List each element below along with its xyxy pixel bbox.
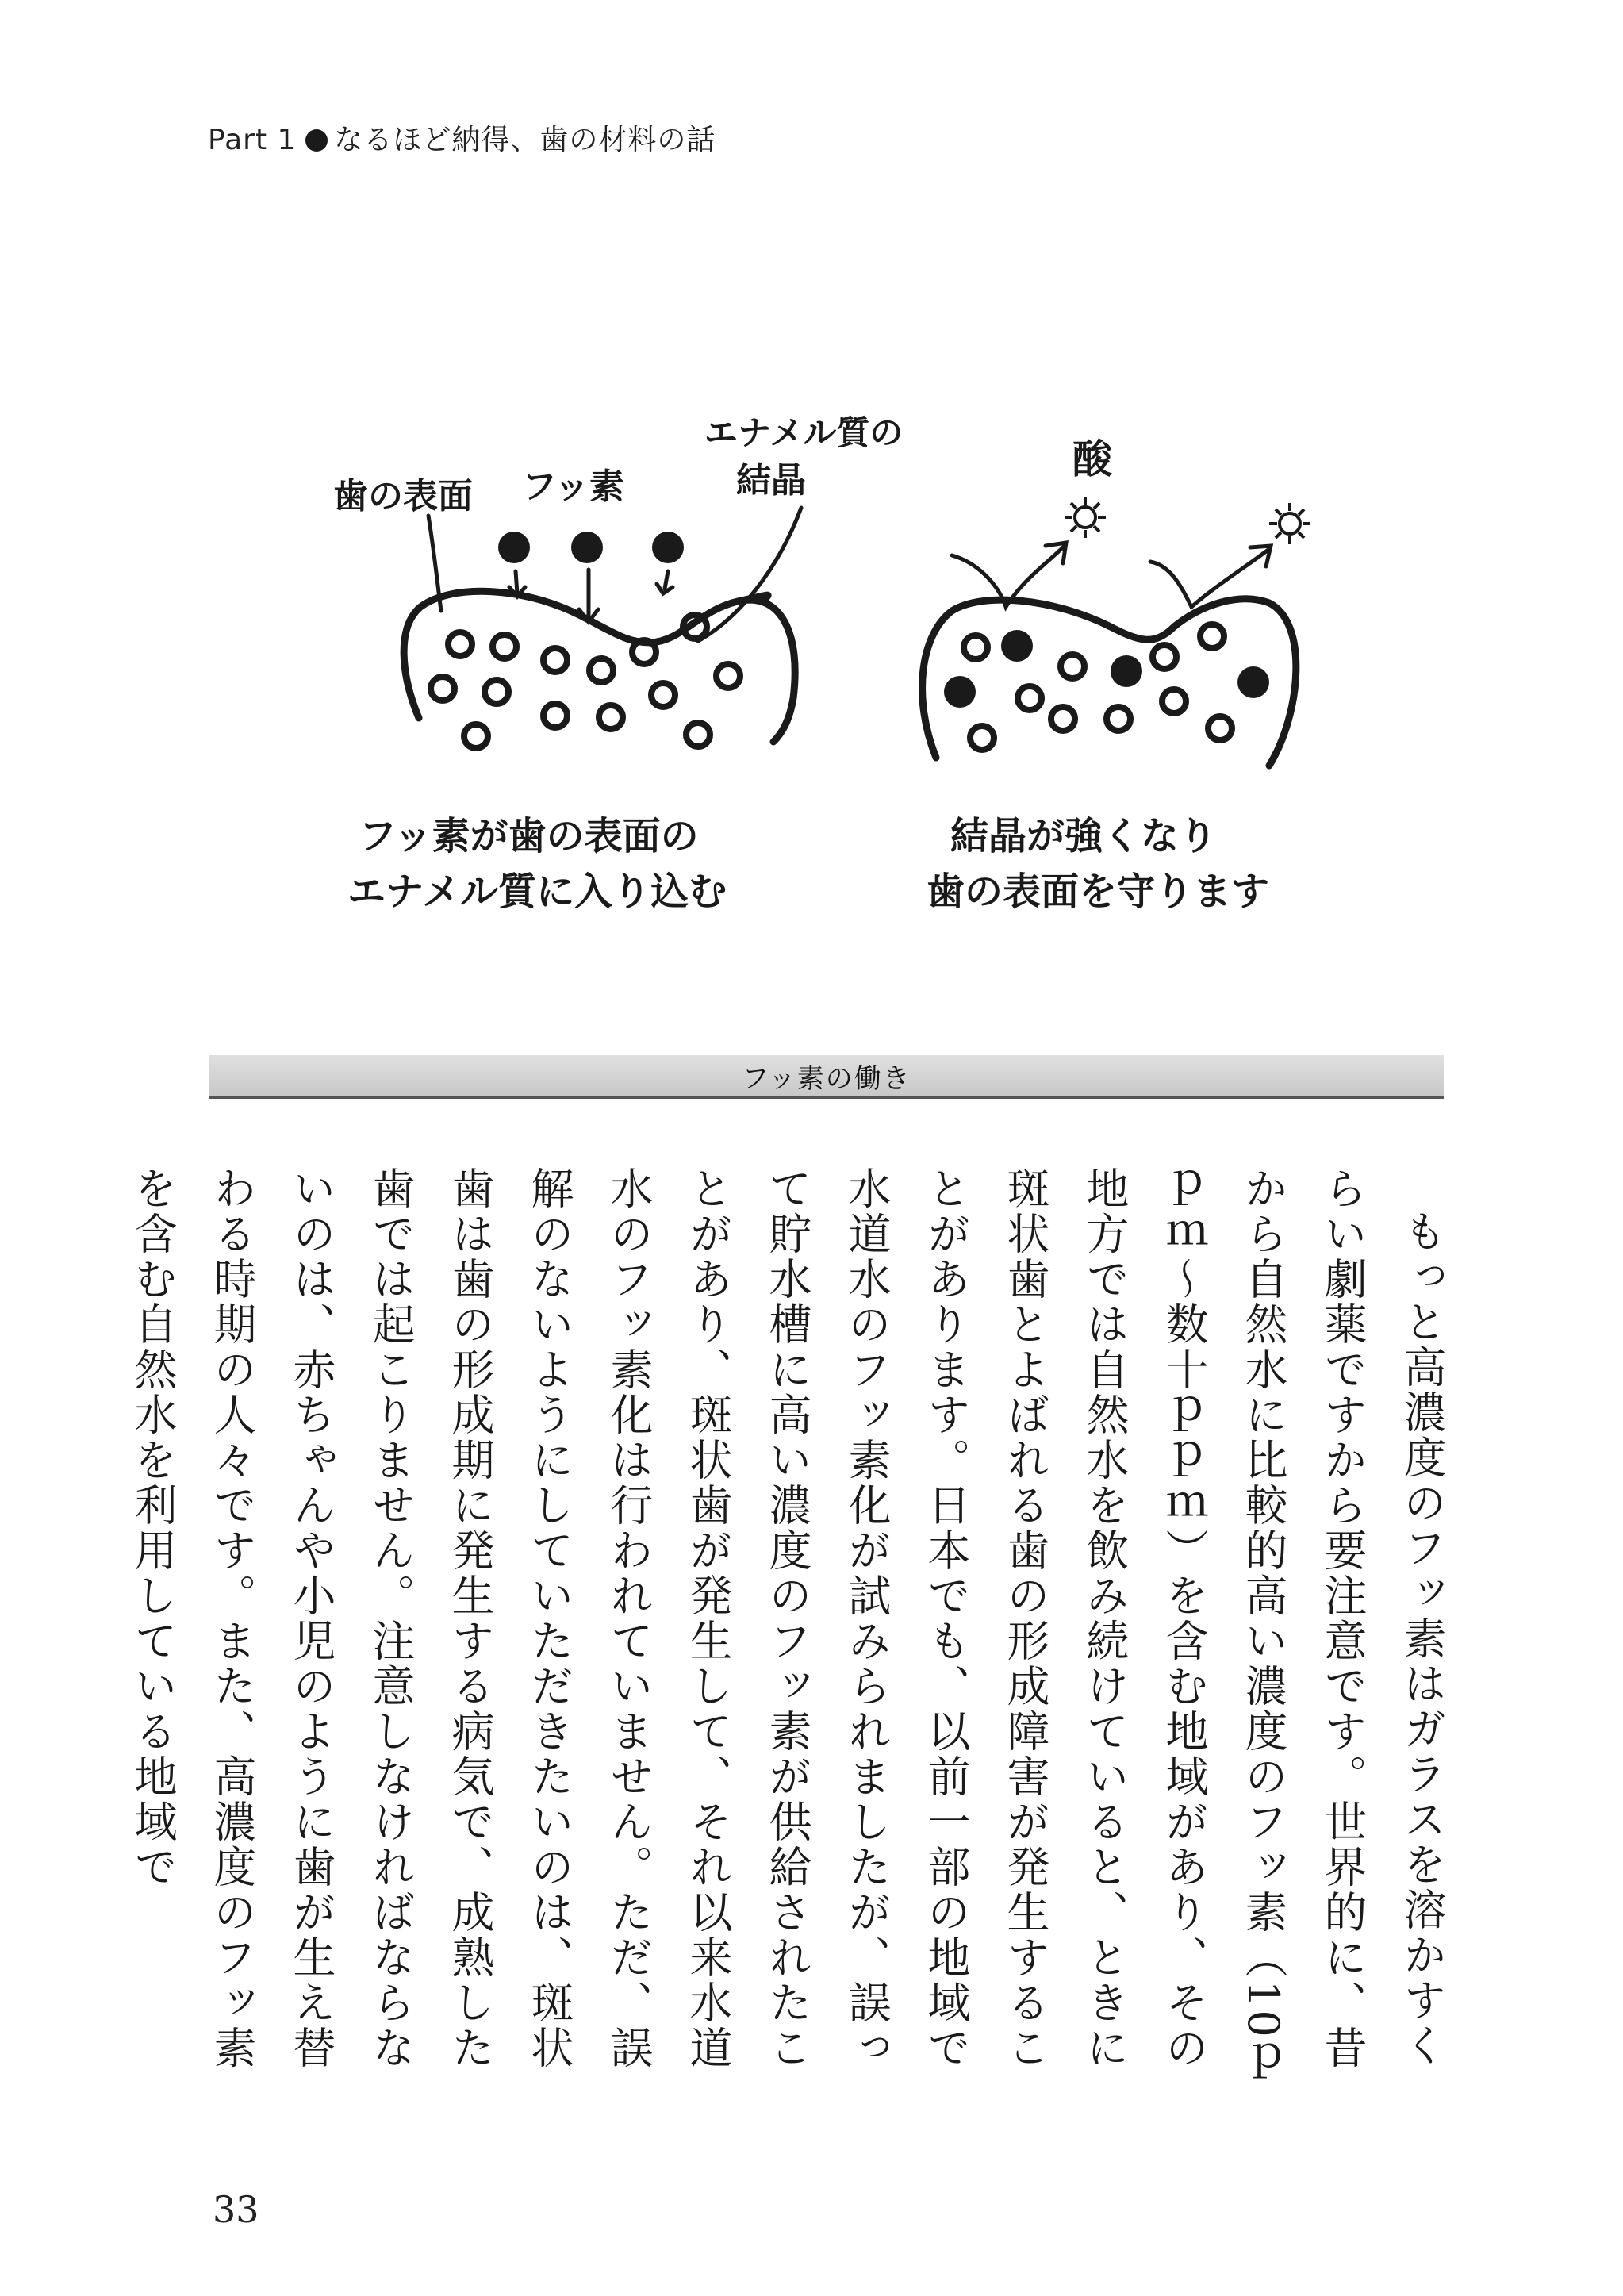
enamel-crystal xyxy=(1061,655,1084,678)
enamel-crystal xyxy=(686,723,710,747)
label-tooth-surface: 歯の表面 xyxy=(333,476,473,516)
enamel-crystal xyxy=(716,664,740,688)
body-paragraph: もっと高濃度のフッ素はガラスを溶かすくらい劇薬ですから要注意です。世界的に、昔から自然水に比較的高い濃度のフッ素（10ｐｐｍ～数十ｐｐｍ）を含む地域があり、その地方では自然水を飲み続けていると、ときに斑状歯とよばれる歯の形成障害が発生することがあります。日本でも、以前一部の地域で水道水のフッ素化が試みられましたが、誤って貯水槽に高い濃度のフッ素が供給されたことがあり、斑状歯が発生して、それ以来水道水のフッ素化は行われていません。ただ、誤解のないようにしていただきたいのは、斑状歯は歯の形成期に発生する病気で、成熟した歯では起こりません。注意しなければならないのは、赤ちゃんや小児のように歯が生え替わる時期の人々です。また、高濃度のフッ素を含む自然水を利用している地域で xyxy=(128,1166,1447,2085)
enamel-crystal xyxy=(485,680,508,704)
fluoride-crystal xyxy=(1237,666,1269,698)
fluoride-crystal xyxy=(1111,655,1142,687)
label-enamel-line2: 結晶 xyxy=(736,460,806,501)
enamel-crystal xyxy=(1162,689,1186,713)
enamel-crystal xyxy=(599,705,623,729)
enamel-crystal xyxy=(464,724,488,748)
fluoride-dot xyxy=(498,532,530,563)
fluoride-dot xyxy=(652,532,684,563)
fluoride-arrow-1 xyxy=(509,571,525,597)
body-text xyxy=(128,1166,1461,2087)
enamel-crystal xyxy=(431,677,455,701)
fluoride-crystal xyxy=(1001,630,1033,662)
fluoride-illustration xyxy=(0,0,1623,1031)
enamel-crystal xyxy=(651,683,675,707)
section-header xyxy=(209,1055,1444,1099)
enamel-crystal xyxy=(970,726,994,750)
enamel-crystal xyxy=(543,648,567,672)
left-caption-line2: エナメル質に入り込む xyxy=(347,870,727,914)
fluoride-dot xyxy=(571,532,603,563)
enamel-crystal xyxy=(589,658,613,682)
part-label: Part 1 xyxy=(208,124,297,156)
enamel-crystal xyxy=(543,704,567,728)
enamel-crystal xyxy=(493,635,516,658)
fluoride-arrow-3 xyxy=(657,571,673,593)
enamel-crystal xyxy=(1107,707,1130,731)
fluoride-arrow-2 xyxy=(579,570,598,622)
page-number: 33 xyxy=(213,2188,259,2231)
section-title: フッ素の働き xyxy=(742,1062,911,1095)
enamel-crystal xyxy=(1018,686,1042,710)
right-caption-line2: 歯の表面を守ります xyxy=(927,870,1270,914)
enamel-crystal xyxy=(448,632,472,656)
enamel-crystal xyxy=(1153,645,1176,669)
fluoride-crystal xyxy=(944,676,976,708)
label-acid: 酸 xyxy=(1072,436,1112,482)
chapter-title: なるほど納得、歯の材料の話 xyxy=(334,124,716,156)
left-caption-line1: フッ素が歯の表面の xyxy=(359,814,699,858)
enamel-crystal xyxy=(964,635,988,659)
acid-burst-icon xyxy=(1269,503,1310,544)
label-fluoride: フッ素 xyxy=(522,466,624,507)
enamel-crystal xyxy=(1200,624,1224,648)
right-caption-line1: 結晶が強くなり xyxy=(950,814,1218,858)
enamel-crystal xyxy=(1051,707,1075,731)
enamel-crystal xyxy=(1208,716,1232,740)
acid-burst-icon xyxy=(1065,497,1106,538)
label-enamel-line1: エナメル質の xyxy=(704,413,904,452)
